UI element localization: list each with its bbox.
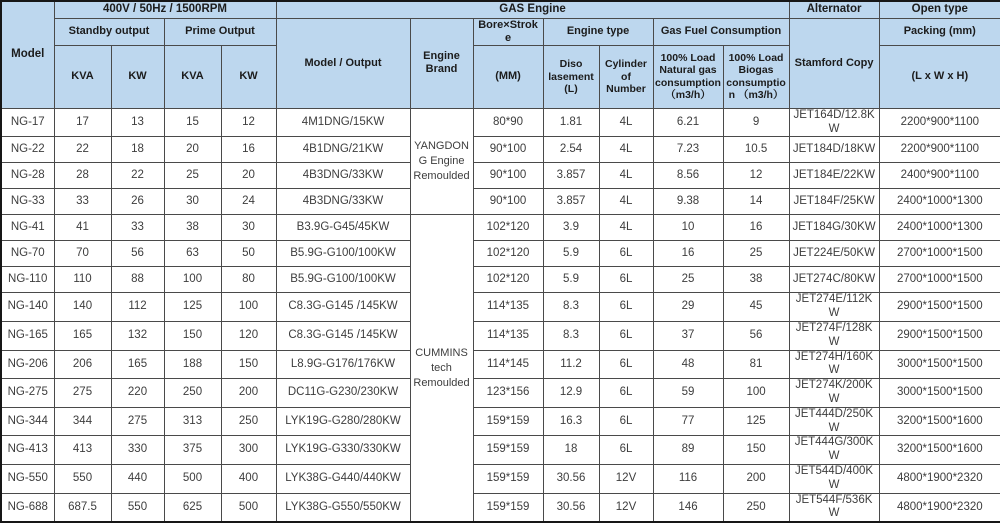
model-cell: NG-275 — [1, 379, 54, 408]
col-header-packing: Packing (mm) — [879, 18, 1000, 45]
table-row — [1, 108, 1000, 137]
alternator-model-cell: JET184F/25KW — [789, 189, 879, 215]
engine-model-cell: 4B3DNG/33KW — [276, 189, 410, 215]
cylinder-number-cell: 4L — [599, 189, 653, 215]
standby-kw-cell: 132 — [111, 322, 164, 351]
engine-model-cell: LYK38G-G440/440KW — [276, 465, 410, 494]
bore-stroke-cell: 102*120 — [473, 241, 543, 267]
table-row — [1, 322, 1000, 351]
alternator-model-cell: JET164D/12.8KW — [789, 108, 879, 137]
natural-gas-consumption-cell: 10 — [653, 215, 723, 241]
engine-brand-cell: YANGDONG Engine Remoulded — [410, 108, 473, 215]
col-header-lwh: (L x W x H) — [879, 45, 1000, 108]
standby-kva-cell: 28 — [54, 163, 111, 189]
natural-gas-consumption-cell: 25 — [653, 267, 723, 293]
prime-kw-cell: 400 — [221, 465, 276, 494]
col-header-open-type: Open type — [879, 1, 1000, 18]
displacement-cell: 18 — [543, 436, 599, 465]
prime-kw-cell: 30 — [221, 215, 276, 241]
alternator-model-cell: JET444D/250KW — [789, 407, 879, 436]
packing-size-cell: 2700*1000*1500 — [879, 267, 1000, 293]
displacement-cell: 2.54 — [543, 137, 599, 163]
engine-model-cell: L8.9G-G176/176KW — [276, 350, 410, 379]
cylinder-number-cell: 6L — [599, 350, 653, 379]
prime-kva-cell: 63 — [164, 241, 221, 267]
col-header-natural-gas-consumption: 100% Load Natural gas consumption （m3/h） — [653, 45, 723, 108]
packing-size-cell: 2400*900*1100 — [879, 163, 1000, 189]
header-row-2 — [1, 18, 1000, 45]
natural-gas-consumption-cell: 59 — [653, 379, 723, 408]
bore-stroke-cell: 114*145 — [473, 350, 543, 379]
standby-kva-cell: 206 — [54, 350, 111, 379]
biogas-consumption-cell: 56 — [723, 322, 789, 351]
standby-kva-cell: 22 — [54, 137, 111, 163]
prime-kw-cell: 20 — [221, 163, 276, 189]
engine-model-cell: 4M1DNG/15KW — [276, 108, 410, 137]
alternator-model-cell: JET224E/50KW — [789, 241, 879, 267]
natural-gas-consumption-cell: 116 — [653, 465, 723, 494]
natural-gas-consumption-cell: 29 — [653, 293, 723, 322]
table-row — [1, 493, 1000, 522]
standby-kw-cell: 33 — [111, 215, 164, 241]
model-cell: NG-33 — [1, 189, 54, 215]
bore-stroke-cell: 159*159 — [473, 407, 543, 436]
cylinder-number-cell: 4L — [599, 137, 653, 163]
cylinder-number-cell: 12V — [599, 493, 653, 522]
engine-model-cell: C8.3G-G145 /145KW — [276, 322, 410, 351]
engine-model-cell: LYK38G-G550/550KW — [276, 493, 410, 522]
biogas-consumption-cell: 14 — [723, 189, 789, 215]
standby-kw-cell: 440 — [111, 465, 164, 494]
alternator-model-cell: JET184D/18KW — [789, 137, 879, 163]
packing-size-cell: 3000*1500*1500 — [879, 350, 1000, 379]
packing-size-cell: 4800*1900*2320 — [879, 493, 1000, 522]
standby-kw-cell: 22 — [111, 163, 164, 189]
natural-gas-consumption-cell: 37 — [653, 322, 723, 351]
prime-kva-cell: 125 — [164, 293, 221, 322]
col-header-engine-brand: Engine Brand — [410, 18, 473, 108]
biogas-consumption-cell: 81 — [723, 350, 789, 379]
cylinder-number-cell: 6L — [599, 241, 653, 267]
col-header-model: Model — [1, 1, 54, 108]
standby-kw-cell: 26 — [111, 189, 164, 215]
prime-kva-cell: 313 — [164, 407, 221, 436]
col-header-alternator: Alternator — [789, 1, 879, 18]
displacement-cell: 1.81 — [543, 108, 599, 137]
packing-size-cell: 2900*1500*1500 — [879, 293, 1000, 322]
standby-kva-cell: 41 — [54, 215, 111, 241]
prime-kva-cell: 188 — [164, 350, 221, 379]
natural-gas-consumption-cell: 48 — [653, 350, 723, 379]
displacement-cell: 8.3 — [543, 322, 599, 351]
biogas-consumption-cell: 16 — [723, 215, 789, 241]
engine-model-cell: LYK19G-G280/280KW — [276, 407, 410, 436]
col-header-standby-kva: KVA — [54, 45, 111, 108]
standby-kw-cell: 18 — [111, 137, 164, 163]
table-row — [1, 241, 1000, 267]
packing-size-cell: 4800*1900*2320 — [879, 465, 1000, 494]
prime-kva-cell: 500 — [164, 465, 221, 494]
model-cell: NG-110 — [1, 267, 54, 293]
alternator-model-cell: JET444G/300KW — [789, 436, 879, 465]
cylinder-number-cell: 6L — [599, 267, 653, 293]
table-row — [1, 267, 1000, 293]
engine-model-cell: DC11G-G230/230KW — [276, 379, 410, 408]
prime-kva-cell: 375 — [164, 436, 221, 465]
engine-model-cell: B5.9G-G100/100KW — [276, 241, 410, 267]
cylinder-number-cell: 4L — [599, 215, 653, 241]
packing-size-cell: 3200*1500*1600 — [879, 407, 1000, 436]
prime-kva-cell: 150 — [164, 322, 221, 351]
bore-stroke-cell: 90*100 — [473, 163, 543, 189]
alternator-model-cell: JET184E/22KW — [789, 163, 879, 189]
alternator-model-cell: JET274E/112KW — [789, 293, 879, 322]
prime-kw-cell: 200 — [221, 379, 276, 408]
alternator-model-cell: JET274C/80KW — [789, 267, 879, 293]
engine-model-cell: 4B3DNG/33KW — [276, 163, 410, 189]
packing-size-cell: 2200*900*1100 — [879, 137, 1000, 163]
model-cell: NG-41 — [1, 215, 54, 241]
col-header-standby-output: Standby output — [54, 18, 164, 45]
prime-kw-cell: 100 — [221, 293, 276, 322]
standby-kw-cell: 550 — [111, 493, 164, 522]
natural-gas-consumption-cell: 89 — [653, 436, 723, 465]
model-cell: NG-344 — [1, 407, 54, 436]
prime-kw-cell: 24 — [221, 189, 276, 215]
displacement-cell: 3.9 — [543, 215, 599, 241]
col-header-biogas-consumption: 100% Load Biogas consumption （m3/h） — [723, 45, 789, 108]
biogas-consumption-cell: 9 — [723, 108, 789, 137]
displacement-cell: 16.3 — [543, 407, 599, 436]
biogas-consumption-cell: 125 — [723, 407, 789, 436]
standby-kva-cell: 687.5 — [54, 493, 111, 522]
packing-size-cell: 2400*1000*1300 — [879, 189, 1000, 215]
bore-stroke-cell: 159*159 — [473, 493, 543, 522]
displacement-cell: 3.857 — [543, 189, 599, 215]
col-header-cylinder-number: Cylinder of Number — [599, 45, 653, 108]
cylinder-number-cell: 6L — [599, 407, 653, 436]
model-cell: NG-550 — [1, 465, 54, 494]
prime-kw-cell: 300 — [221, 436, 276, 465]
displacement-cell: 8.3 — [543, 293, 599, 322]
prime-kw-cell: 80 — [221, 267, 276, 293]
bore-stroke-cell: 159*159 — [473, 465, 543, 494]
header-row-1 — [1, 1, 1000, 18]
cylinder-number-cell: 4L — [599, 163, 653, 189]
cylinder-number-cell: 6L — [599, 293, 653, 322]
prime-kva-cell: 100 — [164, 267, 221, 293]
prime-kva-cell: 625 — [164, 493, 221, 522]
standby-kw-cell: 56 — [111, 241, 164, 267]
table-row — [1, 379, 1000, 408]
table-row — [1, 436, 1000, 465]
model-cell: NG-206 — [1, 350, 54, 379]
alternator-model-cell: JET274F/128KW — [789, 322, 879, 351]
bore-stroke-cell: 80*90 — [473, 108, 543, 137]
prime-kw-cell: 500 — [221, 493, 276, 522]
displacement-cell: 30.56 — [543, 493, 599, 522]
bore-stroke-cell: 159*159 — [473, 436, 543, 465]
natural-gas-consumption-cell: 8.56 — [653, 163, 723, 189]
biogas-consumption-cell: 25 — [723, 241, 789, 267]
engine-model-cell: B3.9G-G45/45KW — [276, 215, 410, 241]
table-row — [1, 350, 1000, 379]
alternator-model-cell: JET274K/200KW — [789, 379, 879, 408]
model-cell: NG-165 — [1, 322, 54, 351]
engine-model-cell: LYK19G-G330/330KW — [276, 436, 410, 465]
packing-size-cell: 2400*1000*1300 — [879, 215, 1000, 241]
prime-kw-cell: 250 — [221, 407, 276, 436]
packing-size-cell: 2200*900*1100 — [879, 108, 1000, 137]
table-header — [1, 1, 1000, 108]
prime-kw-cell: 12 — [221, 108, 276, 137]
col-header-stamford-copy: Stamford Copy — [789, 18, 879, 108]
prime-kva-cell: 250 — [164, 379, 221, 408]
standby-kw-cell: 112 — [111, 293, 164, 322]
prime-kw-cell: 120 — [221, 322, 276, 351]
standby-kw-cell: 165 — [111, 350, 164, 379]
biogas-consumption-cell: 200 — [723, 465, 789, 494]
packing-size-cell: 2900*1500*1500 — [879, 322, 1000, 351]
natural-gas-consumption-cell: 16 — [653, 241, 723, 267]
col-header-engine-type: Engine type — [543, 18, 653, 45]
standby-kw-cell: 330 — [111, 436, 164, 465]
biogas-consumption-cell: 100 — [723, 379, 789, 408]
prime-kw-cell: 150 — [221, 350, 276, 379]
natural-gas-consumption-cell: 9.38 — [653, 189, 723, 215]
col-header-prime-kva: KVA — [164, 45, 221, 108]
standby-kva-cell: 110 — [54, 267, 111, 293]
col-header-prime-kw: KW — [221, 45, 276, 108]
col-header-displacement: Diso lasement (L) — [543, 45, 599, 108]
bore-stroke-cell: 114*135 — [473, 293, 543, 322]
natural-gas-consumption-cell: 6.21 — [653, 108, 723, 137]
bore-stroke-cell: 102*120 — [473, 215, 543, 241]
prime-kva-cell: 30 — [164, 189, 221, 215]
col-header-prime-output: Prime Output — [164, 18, 276, 45]
prime-kva-cell: 15 — [164, 108, 221, 137]
displacement-cell: 30.56 — [543, 465, 599, 494]
table-row — [1, 163, 1000, 189]
standby-kva-cell: 344 — [54, 407, 111, 436]
standby-kw-cell: 220 — [111, 379, 164, 408]
packing-size-cell: 2700*1000*1500 — [879, 241, 1000, 267]
packing-size-cell: 3000*1500*1500 — [879, 379, 1000, 408]
standby-kw-cell: 275 — [111, 407, 164, 436]
prime-kva-cell: 25 — [164, 163, 221, 189]
col-header-standby-kw: KW — [111, 45, 164, 108]
bore-stroke-cell: 123*156 — [473, 379, 543, 408]
cylinder-number-cell: 4L — [599, 108, 653, 137]
col-header-bore-stroke-unit: (MM) — [473, 45, 543, 108]
displacement-cell: 3.857 — [543, 163, 599, 189]
model-cell: NG-22 — [1, 137, 54, 163]
engine-model-cell: C8.3G-G145 /145KW — [276, 293, 410, 322]
standby-kw-cell: 88 — [111, 267, 164, 293]
alternator-model-cell: JET274H/160KW — [789, 350, 879, 379]
displacement-cell: 12.9 — [543, 379, 599, 408]
col-header-gas-fuel-consumption: Gas Fuel Consumption — [653, 18, 789, 45]
col-header-voltage-group: 400V / 50Hz / 1500RPM — [54, 1, 276, 18]
alternator-model-cell: JET184G/30KW — [789, 215, 879, 241]
alternator-model-cell: JET544F/536KW — [789, 493, 879, 522]
displacement-cell: 5.9 — [543, 241, 599, 267]
cylinder-number-cell: 6L — [599, 379, 653, 408]
prime-kva-cell: 38 — [164, 215, 221, 241]
table-row — [1, 293, 1000, 322]
col-header-engine-model-output: Model / Output — [276, 18, 410, 108]
standby-kw-cell: 13 — [111, 108, 164, 137]
standby-kva-cell: 33 — [54, 189, 111, 215]
standby-kva-cell: 165 — [54, 322, 111, 351]
col-header-bore-stroke: Bore×Stroke — [473, 18, 543, 45]
engine-model-cell: B5.9G-G100/100KW — [276, 267, 410, 293]
standby-kva-cell: 413 — [54, 436, 111, 465]
standby-kva-cell: 17 — [54, 108, 111, 137]
model-cell: NG-688 — [1, 493, 54, 522]
model-cell: NG-140 — [1, 293, 54, 322]
biogas-consumption-cell: 250 — [723, 493, 789, 522]
displacement-cell: 5.9 — [543, 267, 599, 293]
biogas-consumption-cell: 12 — [723, 163, 789, 189]
standby-kva-cell: 140 — [54, 293, 111, 322]
bore-stroke-cell: 102*120 — [473, 267, 543, 293]
standby-kva-cell: 550 — [54, 465, 111, 494]
table-row — [1, 407, 1000, 436]
model-cell: NG-70 — [1, 241, 54, 267]
table-row — [1, 189, 1000, 215]
cylinder-number-cell: 6L — [599, 436, 653, 465]
table-row — [1, 137, 1000, 163]
displacement-cell: 11.2 — [543, 350, 599, 379]
prime-kw-cell: 16 — [221, 137, 276, 163]
packing-size-cell: 3200*1500*1600 — [879, 436, 1000, 465]
model-cell: NG-17 — [1, 108, 54, 137]
spec-table-body — [1, 108, 1000, 522]
cylinder-number-cell: 6L — [599, 322, 653, 351]
biogas-consumption-cell: 10.5 — [723, 137, 789, 163]
prime-kva-cell: 20 — [164, 137, 221, 163]
engine-model-cell: 4B1DNG/21KW — [276, 137, 410, 163]
col-header-gas-engine: GAS Engine — [276, 1, 789, 18]
cylinder-number-cell: 12V — [599, 465, 653, 494]
bore-stroke-cell: 90*100 — [473, 137, 543, 163]
natural-gas-consumption-cell: 146 — [653, 493, 723, 522]
bore-stroke-cell: 114*135 — [473, 322, 543, 351]
biogas-consumption-cell: 150 — [723, 436, 789, 465]
natural-gas-consumption-cell: 77 — [653, 407, 723, 436]
natural-gas-consumption-cell: 7.23 — [653, 137, 723, 163]
bore-stroke-cell: 90*100 — [473, 189, 543, 215]
table-row — [1, 215, 1000, 241]
biogas-consumption-cell: 38 — [723, 267, 789, 293]
model-cell: NG-28 — [1, 163, 54, 189]
standby-kva-cell: 275 — [54, 379, 111, 408]
biogas-consumption-cell: 45 — [723, 293, 789, 322]
prime-kw-cell: 50 — [221, 241, 276, 267]
standby-kva-cell: 70 — [54, 241, 111, 267]
engine-brand-cell: CUMMINS tech Remoulded — [410, 215, 473, 522]
alternator-model-cell: JET544D/400KW — [789, 465, 879, 494]
model-cell: NG-413 — [1, 436, 54, 465]
